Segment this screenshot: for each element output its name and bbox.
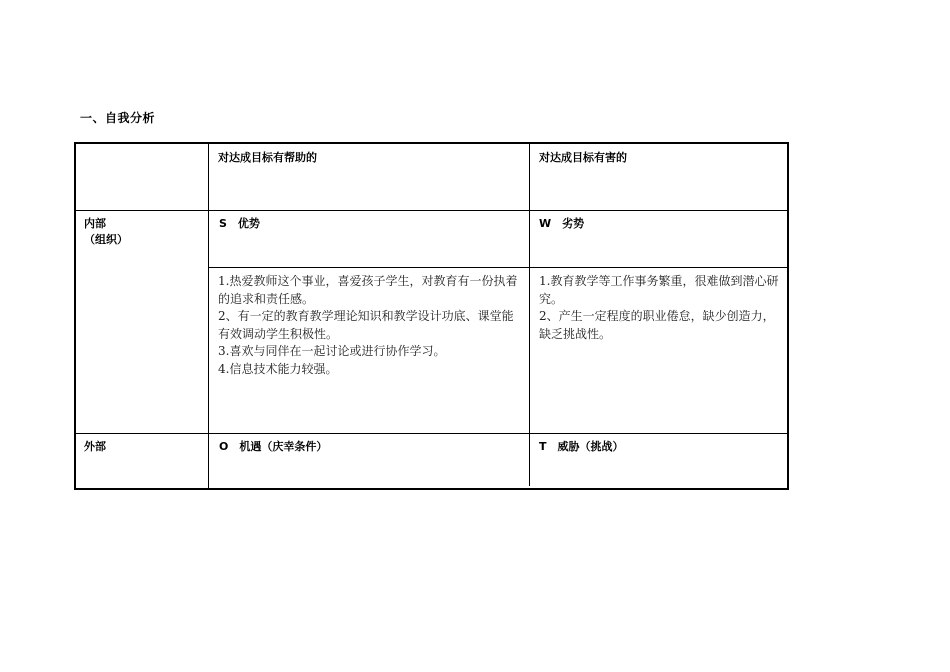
weaknesses-title: W 劣势 xyxy=(539,217,585,230)
weakness-item: 1.教育教学等工作事务繁重，很难做到潜心研究。 xyxy=(539,274,779,306)
strength-item: 1.热爱教师这个事业，喜爱孩子学生，对教育有一份执着的追求和责任感。 xyxy=(218,274,518,306)
table-divider-col1 xyxy=(208,144,209,490)
header-helpful: 对达成目标有帮助的 xyxy=(218,151,317,164)
opportunities-title: O 机遇（庆幸条件） xyxy=(219,440,328,453)
table-border-right xyxy=(787,142,789,490)
external-label: 外部 xyxy=(84,440,106,453)
strength-item: 4.信息技术能力较强。 xyxy=(218,361,338,376)
strength-item: 2、有一定的教育教学理论知识和教学设计功底、课堂能有效调动学生积极性。 xyxy=(218,309,514,341)
table-divider-row1 xyxy=(76,210,787,211)
strengths-list xyxy=(218,273,524,378)
threats-title: T 威胁（挑战） xyxy=(539,440,624,453)
table-divider-subrow xyxy=(209,267,787,268)
internal-label xyxy=(84,216,128,248)
table-divider-row2 xyxy=(76,433,787,434)
internal-label-line1: 内部 xyxy=(84,217,106,230)
strengths-title: S 优势 xyxy=(219,217,260,230)
table-border-top xyxy=(74,142,789,144)
strength-item: 3.喜欢与同伴在一起讨论或进行协作学习。 xyxy=(218,344,446,358)
table-divider-col2 xyxy=(529,144,530,486)
weakness-item: 2、产生一定程度的职业倦怠，缺少创造力，缺乏挑战性。 xyxy=(539,309,775,341)
weaknesses-list xyxy=(539,273,783,343)
internal-label-line2: （组织） xyxy=(84,233,128,246)
header-harmful: 对达成目标有害的 xyxy=(539,151,627,164)
table-border-bottom xyxy=(74,488,789,490)
section-title: 一、自我分析 xyxy=(80,111,156,125)
table-border-left xyxy=(74,142,76,490)
